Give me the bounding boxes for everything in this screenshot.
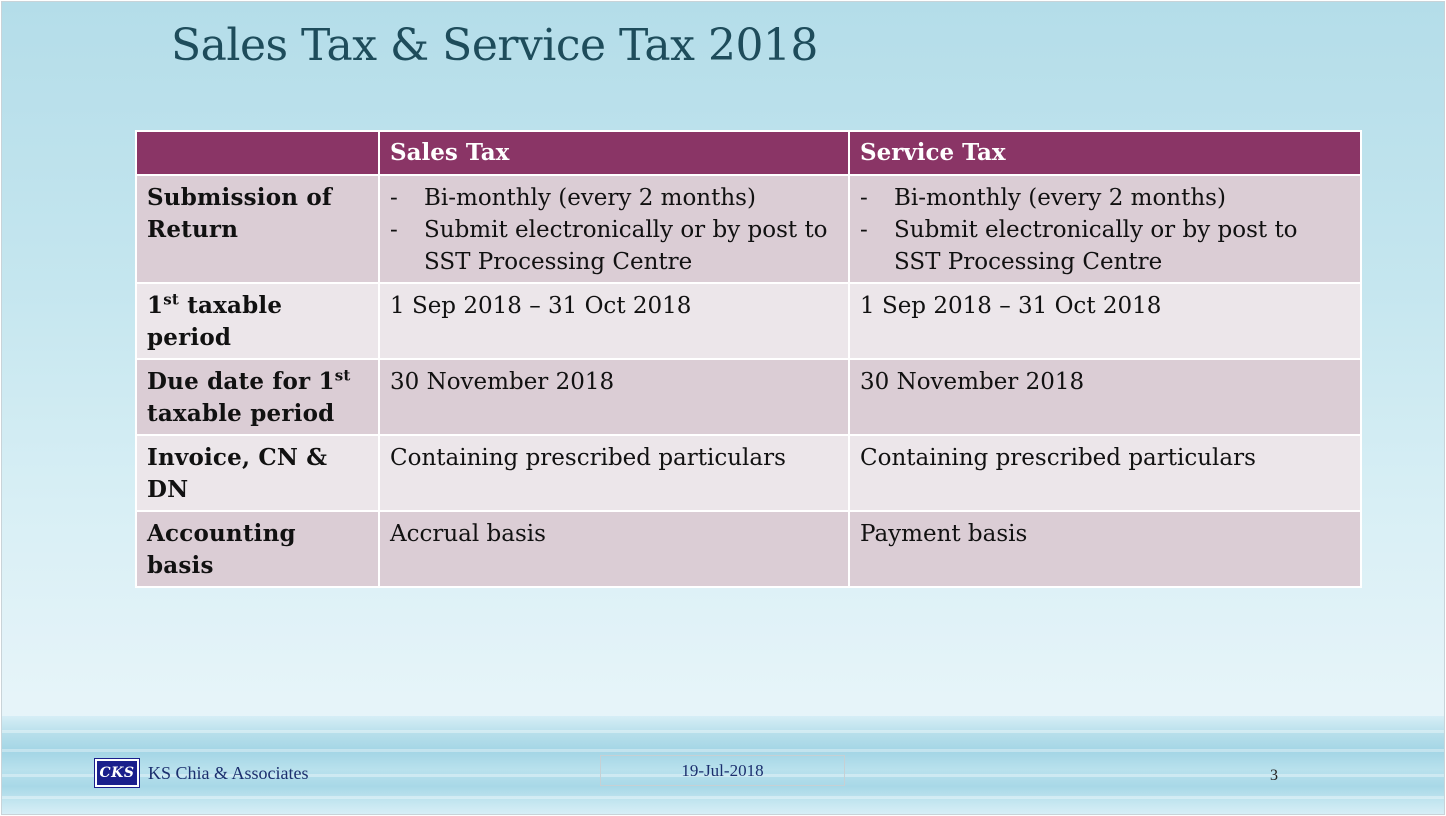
table-header-row: [136, 131, 1361, 175]
row-label-submission: Submission of Return: [136, 175, 379, 283]
list-item: - Submit electronically or by post to SST Processing Centre: [390, 217, 828, 275]
slide-page-number: 3: [1270, 767, 1278, 784]
cks-logo: CKS: [95, 759, 139, 787]
table-row-first-period: [136, 283, 1361, 359]
header-cell-sales-tax: Sales Tax: [379, 131, 849, 175]
list-item: - Bi-monthly (every 2 months): [390, 185, 756, 211]
cell-service-accounting: Payment basis: [849, 511, 1361, 587]
list-item: - Submit electronically or by post to SST Processing Centre: [860, 217, 1298, 275]
cell-sales-first-period: 1 Sep 2018 – 31 Oct 2018: [379, 283, 849, 359]
cell-sales-invoice: Containing prescribed particulars: [379, 435, 849, 511]
list-item: - Bi-monthly (every 2 months): [860, 185, 1226, 211]
cell-sales-submission: [379, 175, 849, 283]
header-cell-empty: [136, 131, 379, 175]
table-row-due-date: [136, 359, 1361, 435]
table-row-invoice: [136, 435, 1361, 511]
row-label-first-period: 1st taxable period: [136, 283, 379, 359]
cell-sales-due-date: 30 November 2018: [379, 359, 849, 435]
row-label-due-date: Due date for 1st taxable period: [136, 359, 379, 435]
footer-date: 19-Jul-2018: [600, 755, 845, 786]
slide-title: Sales Tax & Service Tax 2018: [171, 20, 818, 71]
row-label-invoice: Invoice, CN & DN: [136, 435, 379, 511]
cell-service-submission: [849, 175, 1361, 283]
cell-service-first-period: 1 Sep 2018 – 31 Oct 2018: [849, 283, 1361, 359]
table-row-submission: [136, 175, 1361, 283]
footer-company-name: KS Chia & Associates: [148, 763, 309, 783]
cell-service-due-date: 30 November 2018: [849, 359, 1361, 435]
cell-sales-accounting: Accrual basis: [379, 511, 849, 587]
header-cell-service-tax: Service Tax: [849, 131, 1361, 175]
row-label-accounting: Accounting basis: [136, 511, 379, 587]
table-row-accounting: [136, 511, 1361, 587]
cell-service-invoice: Containing prescribed particulars: [849, 435, 1361, 511]
sst-comparison-table: [135, 130, 1362, 588]
